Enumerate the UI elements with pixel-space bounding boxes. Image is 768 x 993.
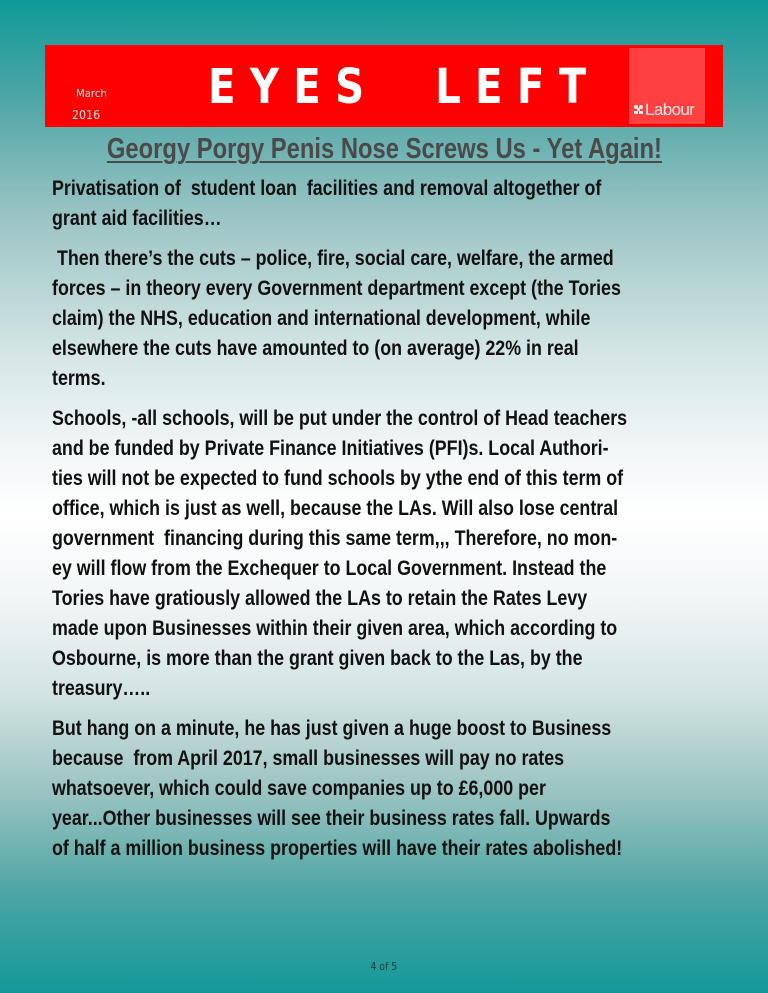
paragraph-student-loans (52, 173, 752, 233)
article-body (52, 173, 752, 873)
text-line: terms. (52, 366, 106, 390)
page-indicator: 4 of 5 (370, 960, 398, 973)
page-indicator-container (0, 960, 768, 973)
text-line: Then there’s the cuts – police, fire, social care, welfare, the armed (52, 246, 614, 270)
issue-year: 2016 (72, 108, 101, 122)
paragraph-cuts (52, 243, 752, 393)
text-line: ey will flow from the Exchequer to Local Government. Instead the (52, 556, 607, 580)
masthead-banner (45, 45, 723, 127)
text-line: office, which is just as well, because the LAs. Will also lose central (52, 496, 619, 520)
text-line: elsewhere the cuts have amounted to (on average) 22% in real (52, 336, 579, 360)
issue-month: March (76, 87, 107, 100)
text-line: But hang on a minute, he has just given a huge boost to Business (52, 716, 612, 740)
text-line: ties will not be expected to fund schools by ythe end of this term of (52, 466, 624, 490)
text-line: made upon Businesses within their given area, which according to (52, 616, 618, 640)
text-line: government financing during this same term,,, Therefore, no mon- (52, 526, 618, 550)
text-line: grant aid facilities… (52, 206, 222, 230)
text-line: year...Other businesses will see their business rates fall. Upwards (52, 806, 611, 830)
text-line: whatsoever, which could save companies up to £6,000 per (52, 776, 546, 800)
text-line: and be funded by Private Finance Initiatives (PFI)s. Local Authori- (52, 436, 609, 460)
text-line: because from April 2017, small businesses will pay no rates (52, 746, 565, 770)
text-line: of half a million business properties will have their rates abolished! (52, 836, 623, 860)
labour-rose-icon (633, 104, 644, 115)
article-headline-container (0, 133, 768, 166)
paragraph-business-rates (52, 713, 752, 863)
newsletter-title: EYES LEFT (208, 59, 601, 115)
text-line: forces – in theory every Government department except (the Tories (52, 276, 621, 300)
text-line: Schools, -all schools, will be put under the control of Head teachers (52, 406, 628, 430)
labour-logo (629, 48, 705, 124)
text-line: Tories have gratiously allowed the LAs to retain the Rates Levy (52, 586, 588, 610)
labour-logo-label: Labour (645, 100, 695, 119)
text-line: Privatisation of student loan facilities and removal altogether of (52, 176, 602, 200)
text-line: Osbourne, is more than the grant given back to the Las, by the (52, 646, 583, 670)
text-line: treasury….. (52, 676, 151, 700)
paragraph-schools (52, 403, 752, 703)
article-headline: Georgy Porgy Penis Nose Screws Us - Yet Again! (106, 133, 662, 165)
text-line: claim) the NHS, education and international development, while (52, 306, 591, 330)
